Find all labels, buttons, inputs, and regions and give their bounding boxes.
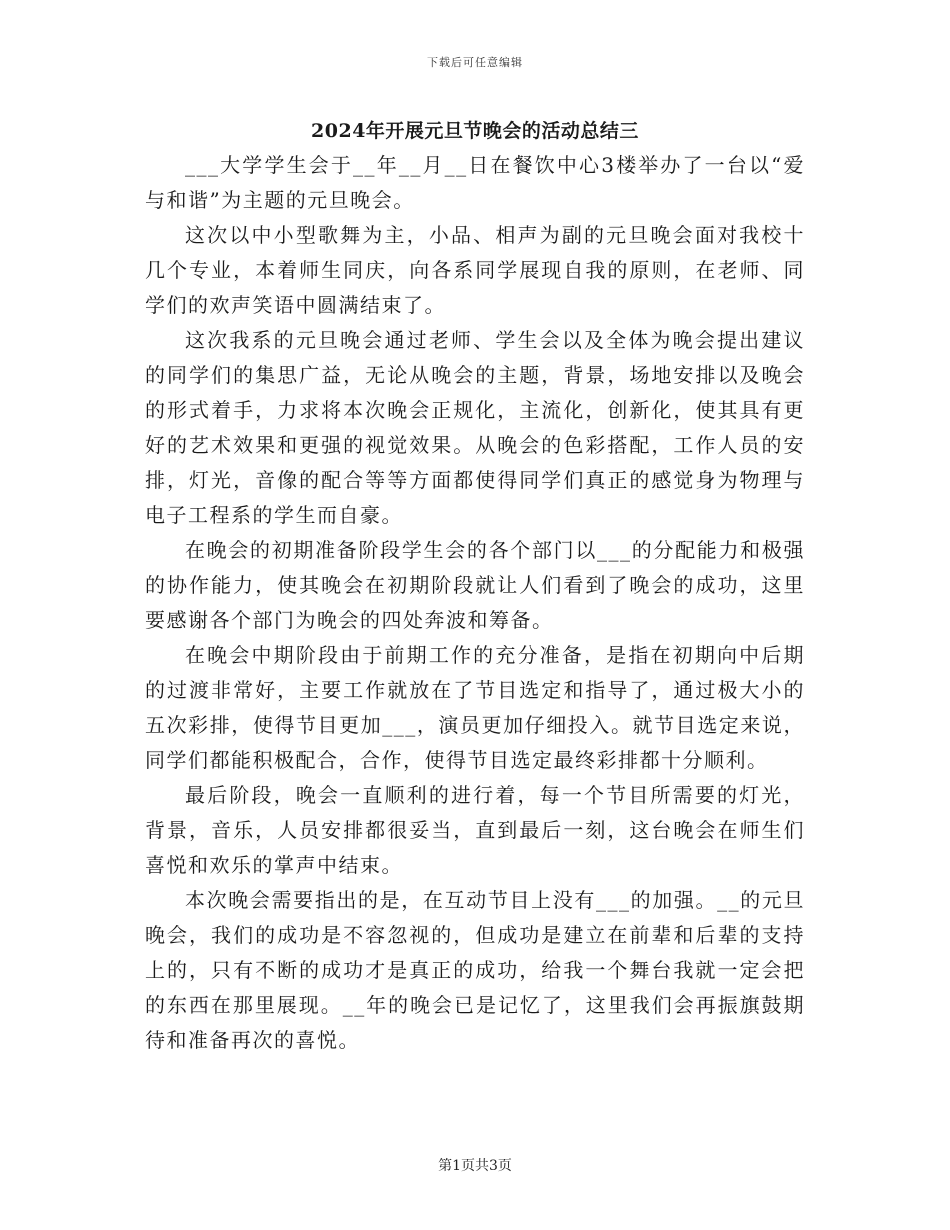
paragraph: 在晚会的初期准备阶段学生会的各个部门以___的分配能力和极强的协作能力，使其晚会在初期阶段就让人们看到了晚会的成功，这里要感谢各个部门为晚会的四处奔波和筹备。 [145,538,805,632]
page-header-note: 下载后可任意编辑 [427,56,523,69]
paragraph: 在晚会中期阶段由于前期工作的充分准备，是指在初期向中后期的过渡非常好，主要工作就放在了节目选定和指导了，通过极大小的五次彩排，使得节目更加___，演员更加仔细投入。就节目选定来说，同学们都能积极配合，合作，使得节目选定最终彩排都十分顺利。 [145,643,805,772]
document-title: 2024年开展元旦节晚会的活动总结三 [311,120,639,142]
paragraph: 这次我系的元旦晚会通过老师、学生会以及全体为晚会提出建议的同学们的集思广益，无论从晚会的主题，背景，场地安排以及晚会的形式着手，力求将本次晚会正规化，主流化，创新化，使其具有更好的艺术效果和更强的视觉效果。从晚会的色彩搭配，工作人员的安排，灯光，音像的配合等等方面都使得同学们真正的感觉身为物理与电子工程系的学生而自豪。 [145,328,805,527]
paragraph: ___大学学生会于__年__月__日在餐饮中心3楼举办了一台以“爱与和谐”为主题的元旦晚会。 [145,153,805,212]
paragraph: 本次晚会需要指出的是，在互动节目上没有___的加强。__的元旦晚会，我们的成功是不容忽视的，但成功是建立在前辈和后辈的支持上的，只有不断的成功才是真正的成功，给我一个舞台我就一定会把的东西在那里展现。__年的晚会已是记忆了，这里我们会再振旗鼓期待和准备再次的喜悦。 [145,888,805,1052]
page-number: 第1页共3页 [438,1158,512,1174]
document-body [145,148,805,1058]
paragraph: 这次以中小型歌舞为主，小品、相声为副的元旦晚会面对我校十几个专业，本着师生同庆，向各系同学展现自我的原则，在老师、同学们的欢声笑语中圆满结束了。 [145,223,805,317]
paragraph: 最后阶段，晚会一直顺利的进行着，每一个节目所需要的灯光，背景，音乐，人员安排都很妥当，直到最后一刻，这台晚会在师生们喜悦和欢乐的掌声中结束。 [145,783,805,877]
